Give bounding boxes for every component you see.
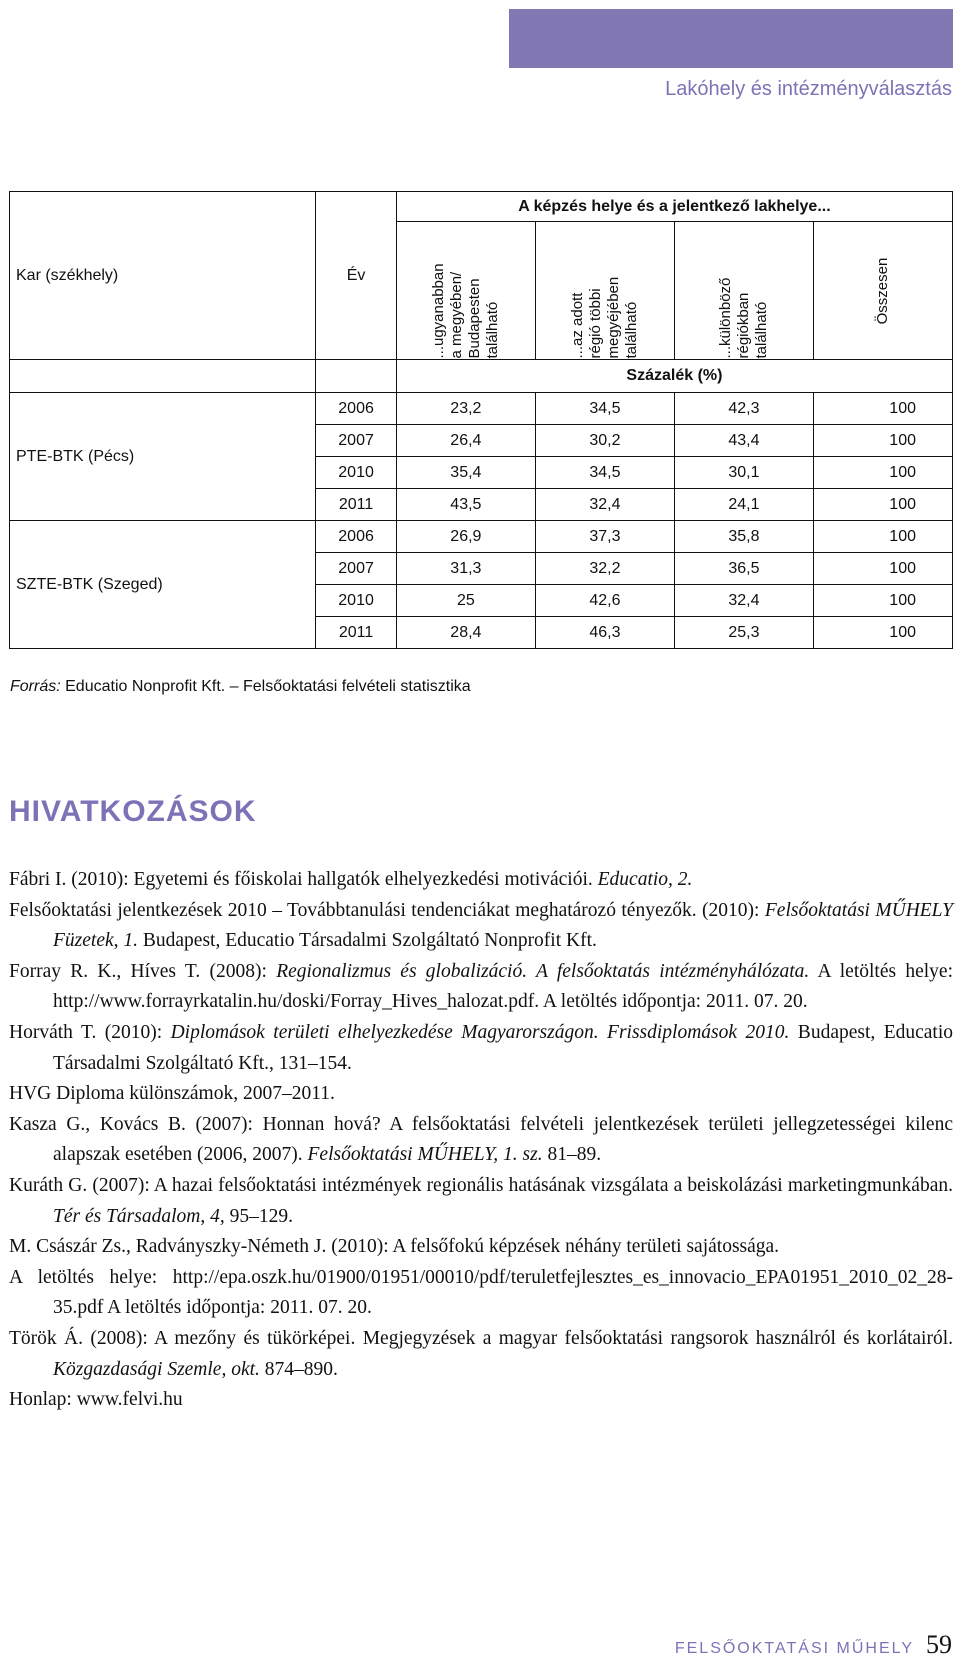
faculty-cell: SZTE-BTK (Szeged) (10, 521, 316, 649)
value-cell: 32,2 (535, 553, 674, 585)
page-number: 59 (926, 1630, 952, 1659)
value-cell: 100 (813, 489, 952, 521)
journal-name: FELSŐOKTATÁSI MŰHELY (674, 1640, 914, 1657)
year-cell: 2010 (316, 457, 397, 489)
reference-item: Kuráth G. (2007): A hazai felsőoktatási intézmények regionális hatásának vizsgálata a beiskolázási marketingmunkában. Tér és Társadalom, 4, 95–129. (9, 1174, 953, 1227)
reference-item: Fábri I. (2010): Egyetemi és főiskolai hallgatók elhelyezkedési motivációi. Educatio, 2. (9, 869, 693, 890)
data-table (9, 191, 953, 649)
value-cell: 100 (813, 585, 952, 617)
value-cell: 100 (813, 457, 952, 489)
value-cell: 28,4 (396, 617, 535, 649)
value-cell: 36,5 (674, 553, 813, 585)
col-header-same-region: ...az adott régió többi megyéjében található (535, 222, 674, 360)
year-cell: 2010 (316, 585, 397, 617)
reference-item: Horváth T. (2010): Diplomások területi elhelyezkedése Magyarországon. Frissdiplomások 2010. Budapest, Educatio Társadalmi Szolgáltató Kft., 131–154. (9, 1021, 953, 1074)
reference-item: M. Császár Zs., Radványszky-Németh J. (2010): A felsőfokú képzések néhány területi sajátossága. (9, 1236, 780, 1258)
year-cell: 2007 (316, 553, 397, 585)
value-cell: 34,5 (535, 393, 674, 425)
value-cell: 43,5 (396, 489, 535, 521)
value-cell: 43,4 (674, 425, 813, 457)
reference-item: Forray R. K., Híves T. (2008): Regionalizmus és globalizáció. A felsőoktatás intézményhálózata. A letöltés helye: http://www.forrayrkatalin.hu/doski/Forray_Hives_halozat.pdf. A letöltés időpontja: 2011. 07. 20. (9, 960, 953, 1013)
value-cell: 25 (396, 585, 535, 617)
value-cell: 42,3 (674, 393, 813, 425)
reference-item: Honlap: www.felvi.hu (9, 1389, 183, 1411)
value-cell: 32,4 (674, 585, 813, 617)
value-cell: 23,2 (396, 393, 535, 425)
reference-item: A letöltés helye: http://epa.oszk.hu/01900/01951/00010/pdf/teruletfejlesztes_es_innovacio_EPA01951_2010_02_28-35.pdf A letöltés időpontja: 2011. 07. 20. (9, 1266, 953, 1319)
col-header-same-county: ...ugyanabban a megyében/ Budapesten található (396, 222, 535, 360)
reference-item: Török Á. (2008): A mezőny és tükörképei. Megjegyzések a magyar felsőoktatási rangsorok használról és korlátairól. Közgazdasági Szemle, okt. 874–890. (9, 1327, 953, 1380)
col-header-total: Összesen (813, 222, 952, 360)
value-cell: 32,4 (535, 489, 674, 521)
value-cell: 37,3 (535, 521, 674, 553)
unit-row: Százalék (%) (396, 360, 952, 393)
chapter-title: Lakóhely és intézményválasztás (665, 78, 952, 100)
reference-item: HVG Diploma különszámok, 2007–2011. (9, 1083, 335, 1105)
reference-list (9, 865, 953, 1416)
year-cell: 2011 (316, 617, 397, 649)
value-cell: 100 (813, 521, 952, 553)
reference-item: Felsőoktatási jelentkezések 2010 – Továbbtanulási tendenciákat meghatározó tényezők. (2010): Felsőoktatási MŰHELY Füzetek, 1. Budapest, Educatio Társadalmi Szolgáltató Nonprofit Kft. (9, 899, 953, 952)
value-cell: 46,3 (535, 617, 674, 649)
value-cell: 42,6 (535, 585, 674, 617)
value-cell: 100 (813, 617, 952, 649)
source-note: Forrás: Educatio Nonprofit Kft. – Felsőoktatási felvételi statisztika (10, 678, 471, 695)
year-cell: 2007 (316, 425, 397, 457)
reference-item: Kasza G., Kovács B. (2007): Honnan hová? A felsőoktatási felvételi jelentkezések területi jellegzetességei kilenc alapszak esetében (2006, 2007). Felsőoktatási MŰHELY, 1. sz. 81–89. (9, 1113, 953, 1166)
page-footer (675, 1630, 952, 1660)
year-cell: 2006 (316, 521, 397, 553)
col-header-ev: Év (316, 192, 397, 360)
value-cell: 26,4 (396, 425, 535, 457)
value-cell: 35,8 (674, 521, 813, 553)
value-cell: 34,5 (535, 457, 674, 489)
header-color-bar (509, 9, 953, 68)
value-cell: 35,4 (396, 457, 535, 489)
value-cell: 100 (813, 425, 952, 457)
col-header-different-region: ...különböző régiókban található (674, 222, 813, 360)
value-cell: 24,1 (674, 489, 813, 521)
value-cell: 30,2 (535, 425, 674, 457)
year-cell: 2006 (316, 393, 397, 425)
col-header-kar: Kar (székhely) (10, 192, 316, 360)
references-heading: HIVATKOZÁSOK (9, 795, 257, 828)
value-cell: 26,9 (396, 521, 535, 553)
table-row (10, 521, 953, 553)
value-cell: 100 (813, 393, 952, 425)
table-row (10, 393, 953, 425)
value-cell: 30,1 (674, 457, 813, 489)
year-cell: 2011 (316, 489, 397, 521)
faculty-cell: PTE-BTK (Pécs) (10, 393, 316, 521)
value-cell: 25,3 (674, 617, 813, 649)
group-header: A képzés helye és a jelentkező lakhelye... (396, 192, 952, 222)
value-cell: 31,3 (396, 553, 535, 585)
value-cell: 100 (813, 553, 952, 585)
